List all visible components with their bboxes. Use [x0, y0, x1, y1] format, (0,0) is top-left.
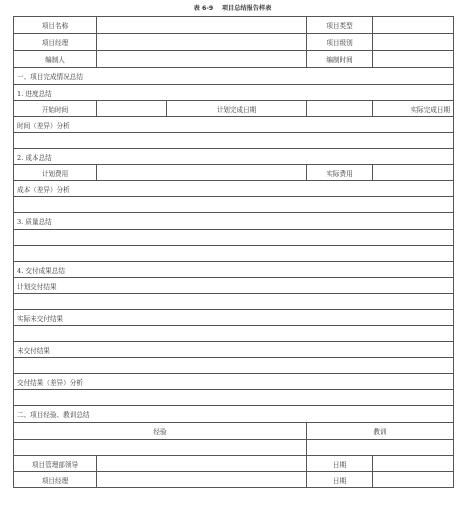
delivery-undelivered-label: 未交付结果 [14, 342, 454, 358]
label-start-time: 开始时间 [14, 101, 97, 117]
value-planned-cost[interactable] [97, 165, 307, 181]
delivery-undelivered-value[interactable] [14, 358, 454, 374]
value-experience[interactable] [14, 440, 307, 456]
label-experience: 经验 [14, 423, 307, 440]
delivery-title: 4. 交付成果总结 [14, 262, 454, 278]
label-actual-finish: 实际完成日期 [373, 101, 454, 117]
label-planned-cost: 计划费用 [14, 165, 97, 181]
value-start-time[interactable] [97, 101, 167, 117]
section2-title: 二、项目经验、教训总结 [14, 406, 454, 423]
value-date-1[interactable] [373, 456, 454, 472]
value-date-2[interactable] [373, 472, 454, 488]
time-variance-value[interactable] [14, 133, 454, 149]
label-compile-time: 编制时间 [307, 51, 373, 68]
value-planned-finish[interactable] [307, 101, 373, 117]
value-project-level[interactable] [373, 34, 454, 51]
table-title: 项目总结报告样表 [221, 5, 272, 12]
label-pmo-leader: 项目管理部领导 [14, 456, 97, 472]
label-project-type: 项目类型 [307, 17, 373, 34]
value-compiler[interactable] [97, 51, 307, 68]
progress-title: 1. 进度总结 [14, 85, 454, 101]
cost-variance-label: 成本（差异）分析 [14, 181, 454, 197]
value-actual-cost[interactable] [373, 165, 454, 181]
label-lessons: 教训 [307, 423, 454, 440]
cost-variance-value[interactable] [14, 197, 454, 213]
cost-title: 2. 成本总结 [14, 149, 454, 165]
value-pmo-leader[interactable] [97, 456, 307, 472]
delivery-variance-label: 交付结果（差异）分析 [14, 374, 454, 390]
label-date-2: 日期 [307, 472, 373, 488]
quality-value-1[interactable] [14, 230, 454, 246]
quality-value-2[interactable] [14, 246, 454, 262]
delivery-planned-value[interactable] [14, 294, 454, 310]
delivery-actual-undelivered-label: 实际未交付结果 [14, 310, 454, 326]
value-project-name[interactable] [97, 17, 307, 34]
project-summary-form [13, 16, 454, 488]
value-project-manager[interactable] [97, 34, 307, 51]
label-actual-cost: 实际费用 [307, 165, 373, 181]
value-lessons[interactable] [307, 440, 454, 456]
label-compiler: 编制人 [14, 51, 97, 68]
section1-title: 一、项目完成情况总结 [14, 68, 454, 85]
delivery-variance-value[interactable] [14, 390, 454, 406]
delivery-planned-label: 计划交付结果 [14, 278, 454, 294]
delivery-actual-undelivered-value[interactable] [14, 326, 454, 342]
label-project-level: 项目级别 [307, 34, 373, 51]
label-project-name: 项目名称 [14, 17, 97, 34]
time-variance-label: 时间（差异）分析 [14, 117, 454, 133]
label-date-1: 日期 [307, 456, 373, 472]
label-planned-finish: 计划完成日期 [167, 101, 307, 117]
value-compile-time[interactable] [373, 51, 454, 68]
table-number: 表 6-9 [193, 5, 214, 12]
quality-title: 3. 质量总结 [14, 213, 454, 230]
label-project-manager: 项目经理 [14, 34, 97, 51]
value-project-type[interactable] [373, 17, 454, 34]
label-pm-signoff: 项目经理 [14, 472, 97, 488]
value-pm-signoff[interactable] [97, 472, 307, 488]
